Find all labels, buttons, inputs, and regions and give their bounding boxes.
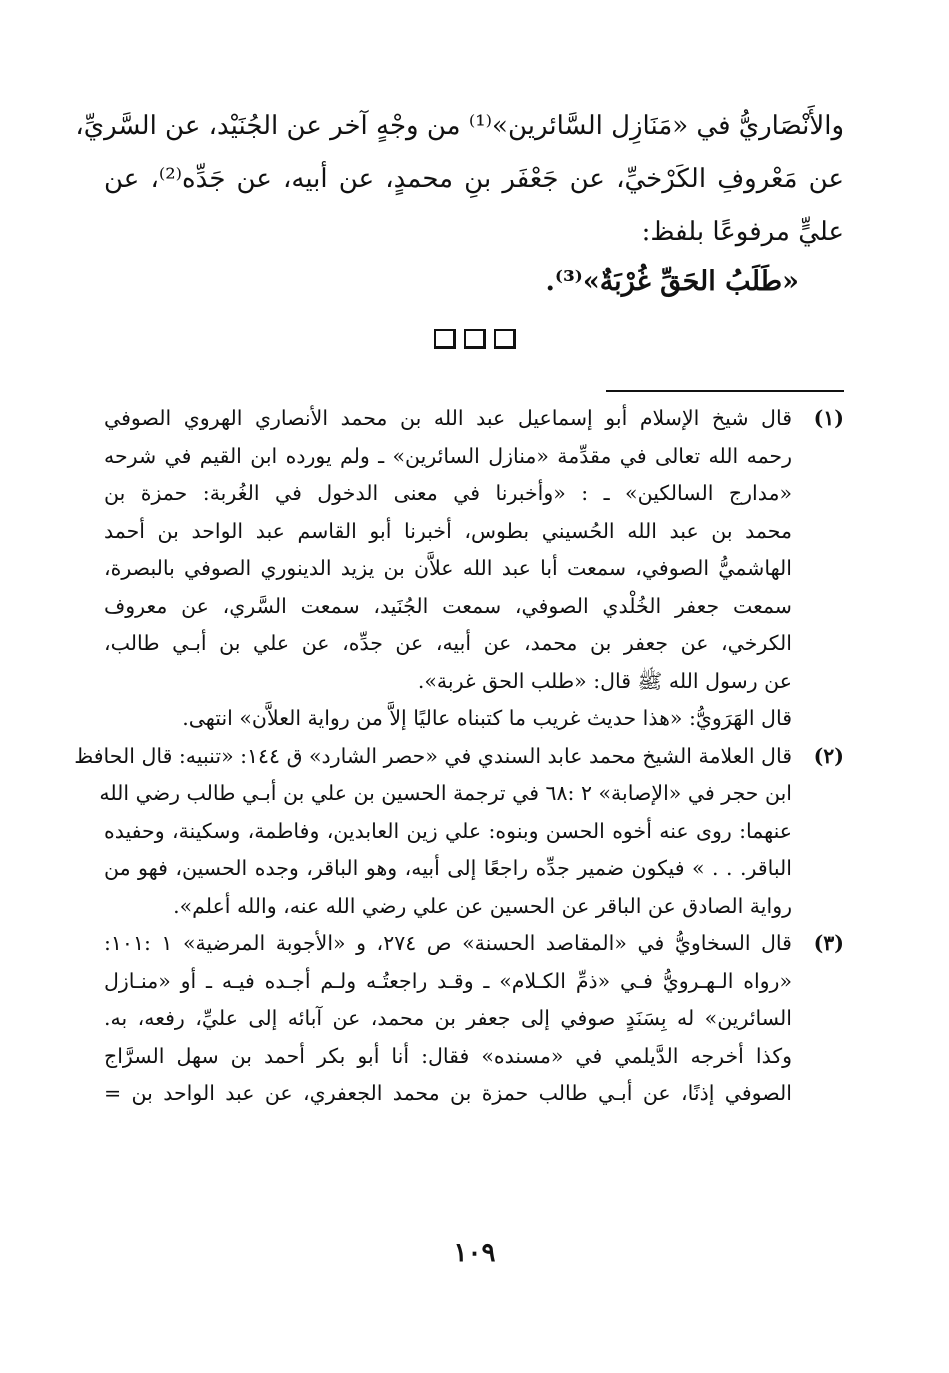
page-number: ١٠٩ [453,1238,496,1268]
footnote-line: السائرين» له بِسَنَدٍ صوفي إلى جعفر بن محمد، عن آبائه إلى عليِّ، رفعه، به. [104,1006,792,1030]
hadith-quote: «طَلَبُ الحَقِّ غُرْبَةٌ»⁽³⁾. [545,266,799,297]
footnote-1 [104,400,844,738]
square-box-icon [464,329,486,349]
footnote-line: «مدارج السالكين» ـ : «وأخبرنا في معنى الدخول في الغُربة: حمزة بن [104,481,792,505]
footnote-number: (٢) [813,743,844,768]
footnote-line: الصوفي إذنًا، عن أبـي طالب حمزة بن محمد الجعفري، عن عبد الواحد بن = [104,1081,792,1105]
footnote-divider [606,390,844,392]
square-box-icon [434,329,456,349]
footnote-2 [74,738,844,926]
footnote-line: محمد بن عبد الله الحُسيني بطوس، أخبرنا أبو القاسم عبد الواحد بن أحمد [104,518,792,543]
footnote-line: سمعت جعفر الخُلْدي الصوفي، سمعت الجُنَيد، سمعت السَّري، عن معروف [104,593,792,618]
main-text-line-3: عليٍّ مرفوعًا بلفظ: [641,217,844,247]
section-separator [0,328,949,349]
footnotes-section [74,400,844,1113]
footnote-line: قال شيخ الإسلام أبو إسماعيل عبد الله بن محمد الأنصاري الهروي الصوفي [104,406,792,430]
main-text-line-2: عن مَعْروفِ الكَرْخيِّ، عن جَعْفَر بنِ محمدٍ، عن أبيه، عن جَدِّه⁽²⁾، عن [104,164,844,194]
footnote-line: رواية الصادق عن الباقر عن الحسين عن علي رضي الله عنه، والله أعلم». [173,893,792,918]
footnote-line: عن رسول الله ﷺ قال: «طلب الحق غربة». [417,668,792,693]
main-text-block [75,100,844,259]
footnote-line: ابن حجر في «الإصابة» ٢ :٦٨ في ترجمة الحسين بن علي بن أبـي طالب رضي الله [99,781,792,805]
footnote-line: قال العلامة الشيخ محمد عابد السندي في «حصر الشارد» ق ١٤٤: «تنبيه: قال الحافظ [74,743,792,768]
footnote-line: رحمه الله تعالى في مقدِّمة «منازل السائرين» ـ ولم يورده ابن القيم في شرحه [104,443,792,468]
footnote-line: عنهما: روى عنه أخوه الحسن وبنوه: علي زين العابدين، وفاطمة، وسكينة، وحفيده [104,818,792,843]
footnote-line: «رواه الـهـرويُّ فـي «ذمِّ الكـلام» ـ وقـد راجعتُـه ولـم أجـده فيـه ـ أو «منـازل [104,968,792,993]
footnote-line: الكرخي، عن جعفر بن محمد، عن أبيه، عن جدِّه، عن علي بن أبـي طالب، [104,631,792,655]
footnote-line: الباقر. . . » فيكون ضمير جدِّه راجعًا إلى أبيه، وهو الباقر، وجده الحسين، فهو من [104,856,792,880]
footnote-number: (٣) [813,931,844,955]
footnote-line: وكذا أخرجه الدَّيلمي في «مسنده» فقال: أنا أبو بكر أحمد بن سهل السرَّاج [104,1043,792,1068]
footnote-3 [104,925,844,1113]
footnote-number: (١) [813,406,844,430]
footnote-line: قال السخاويُّ في «المقاصد الحسنة» ص ٢٧٤، و «الأجوبة المرضية» ١ :١٠١: [104,931,792,955]
footnote-line: الهاشميُّ الصوفي، سمعت أبا عبد الله علاَّن بن يزيد الدينوري الصوفي بالبصرة، [104,556,792,580]
footnote-line: قال الهَرَويُّ: «هذا حديث غريب ما كتبناه عاليًا إلاَّ من رواية العلاَّن» انتهى. [182,706,792,730]
square-box-icon [494,329,516,349]
main-text-line-1: والأَنْصَاريُّ في «مَنَازِل السَّائرين»⁽¹⁾ من وجْهٍ آخر عن الجُنَيْد، عن السَّريِّ، [75,111,844,141]
